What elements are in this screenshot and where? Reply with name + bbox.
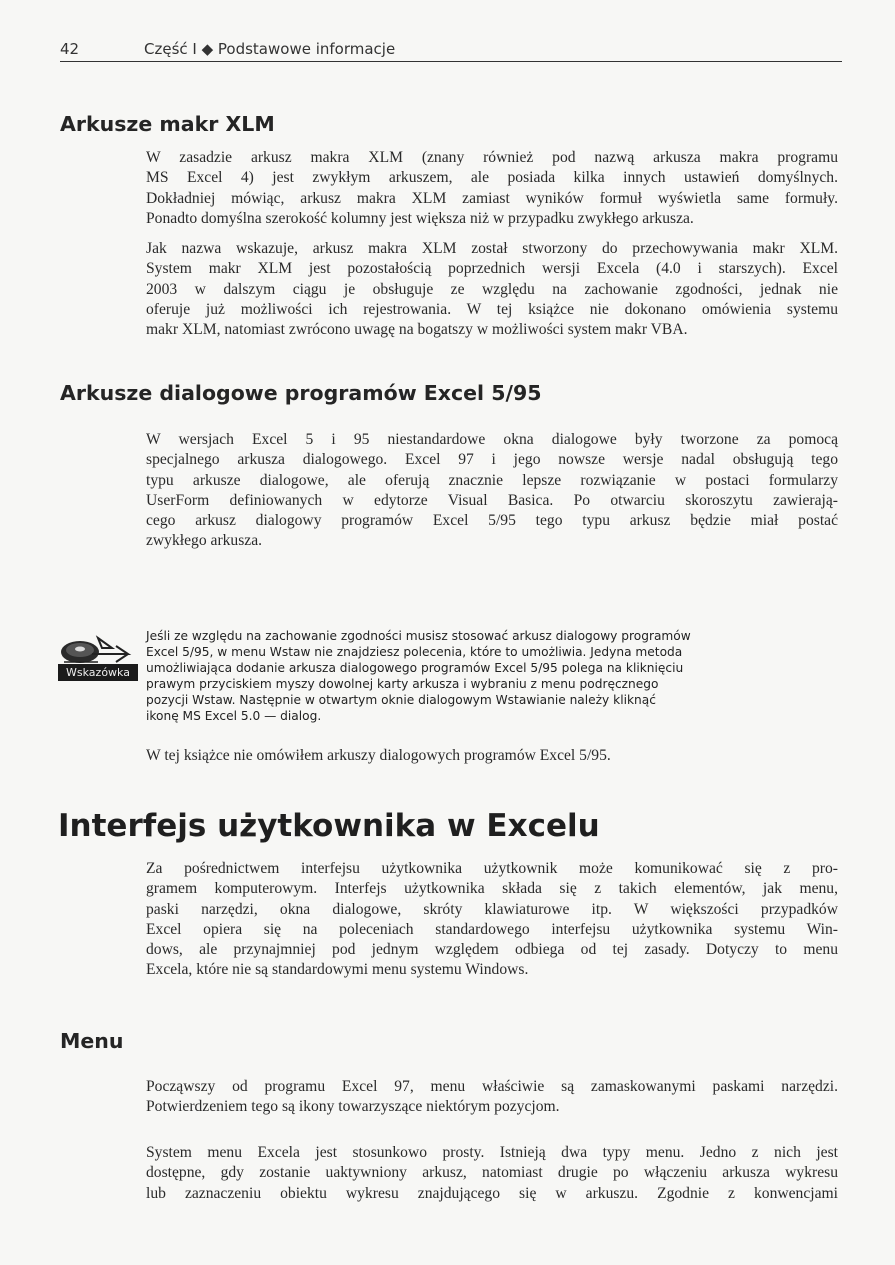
text-line: lub zaznaczeniu obiektu wykresu znajdującego się w arkuszu. Zgodnie z konwencjami bbox=[146, 1184, 838, 1202]
header-rule bbox=[60, 61, 842, 62]
paragraph-ui-1 bbox=[146, 859, 838, 981]
paragraph-dialog-2 bbox=[146, 746, 838, 766]
text-line: pozycji Wstaw. Następnie w otwartym oknie dialogowym Wstawianie należy kliknąć bbox=[146, 693, 656, 707]
paragraph-xlm-2 bbox=[146, 239, 838, 340]
tip-text bbox=[146, 628, 838, 724]
text-line: Jeśli ze względu na zachowanie zgodności musisz stosować arkusz dialogowy programów bbox=[146, 629, 691, 643]
text-line: umożliwiająca dodanie arkusza dialogowego programów Excel 5/95 polega na kliknięciu bbox=[146, 661, 684, 675]
page-number: 42 bbox=[60, 40, 80, 58]
text-line: Dokładniej mówiąc, arkusz makra XLM zamiast wyników formuł wyświetla same formuły. bbox=[146, 189, 838, 207]
text-line: Excel opiera się na poleceniach standardowego interfejsu użytkownika systemu Win- bbox=[146, 920, 838, 938]
heading-menu: Menu bbox=[60, 1029, 124, 1053]
paragraph-xlm-1 bbox=[146, 148, 838, 229]
text-line: makr XLM, natomiast zwrócono uwagę na bogatszy w możliwości system makr VBA. bbox=[146, 321, 688, 339]
text-line: dostępne, gdy zostanie uaktywniony arkusz, natomiast drugie po włączeniu arkusza wykresu bbox=[146, 1164, 838, 1182]
heading-excel-ui: Interfejs użytkownika w Excelu bbox=[58, 808, 600, 844]
text-line: 2003 w dalszym ciągu je obsługuje ze względu na zachowanie zgodności, jednak nie bbox=[146, 280, 838, 298]
text-line: W tej książce nie omówiłem arkuszy dialogowych programów Excel 5/95. bbox=[146, 747, 611, 764]
text-line: Jak nazwa wskazuje, arkusz makra XLM został stworzony do przechowywania makr XLM. bbox=[146, 240, 838, 257]
text-line: System menu Excela jest stosunkowo prosty. Istnieją dwa typy menu. Jedno z nich jest bbox=[146, 1144, 838, 1161]
paragraph-menu-2 bbox=[146, 1143, 838, 1204]
text-line: W wersjach Excel 5 i 95 niestandardowe okna dialogowe były tworzone za pomocą bbox=[146, 431, 838, 448]
tip-label: Wskazówka bbox=[58, 664, 138, 681]
text-line: W zasadzie arkusz makra XLM (znany również pod nazwą arkusza makra programu bbox=[146, 149, 838, 166]
text-line: cego arkusz dialogowy programów Excel 5/95 tego typu arkusz będzie miał postać bbox=[146, 512, 838, 530]
text-line: Potwierdzeniem tego są ikony towarzyszące niektórym pozycjom. bbox=[146, 1098, 560, 1116]
page-header bbox=[60, 40, 840, 58]
text-line: System makr XLM jest pozostałością poprzednich wersji Excela (4.0 i starszych). Excel bbox=[146, 260, 838, 278]
text-line: paski narzędzi, okna dialogowe, skróty klawiaturowe itp. W większości przypadków bbox=[146, 900, 838, 918]
text-line: gramem komputerowym. Interfejs użytkownika składa się z takich elementów, jak menu, bbox=[146, 880, 838, 898]
running-title: Część I ◆ Podstawowe informacje bbox=[144, 40, 396, 58]
paragraph-dialog-1 bbox=[146, 430, 838, 552]
text-line: Ponadto domyślna szerokość kolumny jest większa niż w przypadku zwykłego arkusza. bbox=[146, 209, 694, 227]
heading-dialog-sheets: Arkusze dialogowe programów Excel 5/95 bbox=[60, 381, 542, 405]
text-line: dows, ale przynajmniej pod jednym względem odbiega od tej zasady. Dotyczy to menu bbox=[146, 941, 838, 959]
text-line: prawym przyciskiem myszy dowolnej karty arkusza i wybraniu z menu podręcznego bbox=[146, 677, 659, 691]
text-line: typu arkusze dialogowe, ale oferują znacznie lepsze rozwiązanie w postaci formularzy bbox=[146, 471, 838, 489]
text-line: UserForm definiowanych w edytorze Visual Basica. Po otwarciu skoroszytu zawierają- bbox=[146, 491, 838, 509]
text-line: Excela, które nie są standardowymi menu systemu Windows. bbox=[146, 961, 529, 979]
text-line: MS Excel 4) jest zwykłym arkuszem, ale posiada kilka innych ustawień domyślnych. bbox=[146, 169, 838, 187]
text-line: oferuje już możliwości ich rejestrowania. W tej książce nie dokonano omówienia systemu bbox=[146, 300, 838, 318]
text-line: Excel 5/95, w menu Wstaw nie znajdziesz polecenia, które to umożliwia. Jedyna metoda bbox=[146, 645, 683, 659]
text-line: zwykłego arkusza. bbox=[146, 532, 263, 550]
text-line: specjalnego arkusza dialogowego. Excel 97 i jego nowsze wersje nadal obsługują tego bbox=[146, 451, 838, 469]
text-line: Począwszy od programu Excel 97, menu właściwie są zamaskowanymi paskami narzędzi. bbox=[146, 1078, 838, 1095]
heading-xlm-macro-sheets: Arkusze makr XLM bbox=[60, 112, 275, 136]
paragraph-menu-1 bbox=[146, 1077, 838, 1118]
text-line: Za pośrednictwem interfejsu użytkownika użytkownik może komunikować się z pro- bbox=[146, 860, 838, 877]
text-line: ikonę MS Excel 5.0 — dialog. bbox=[146, 709, 322, 723]
